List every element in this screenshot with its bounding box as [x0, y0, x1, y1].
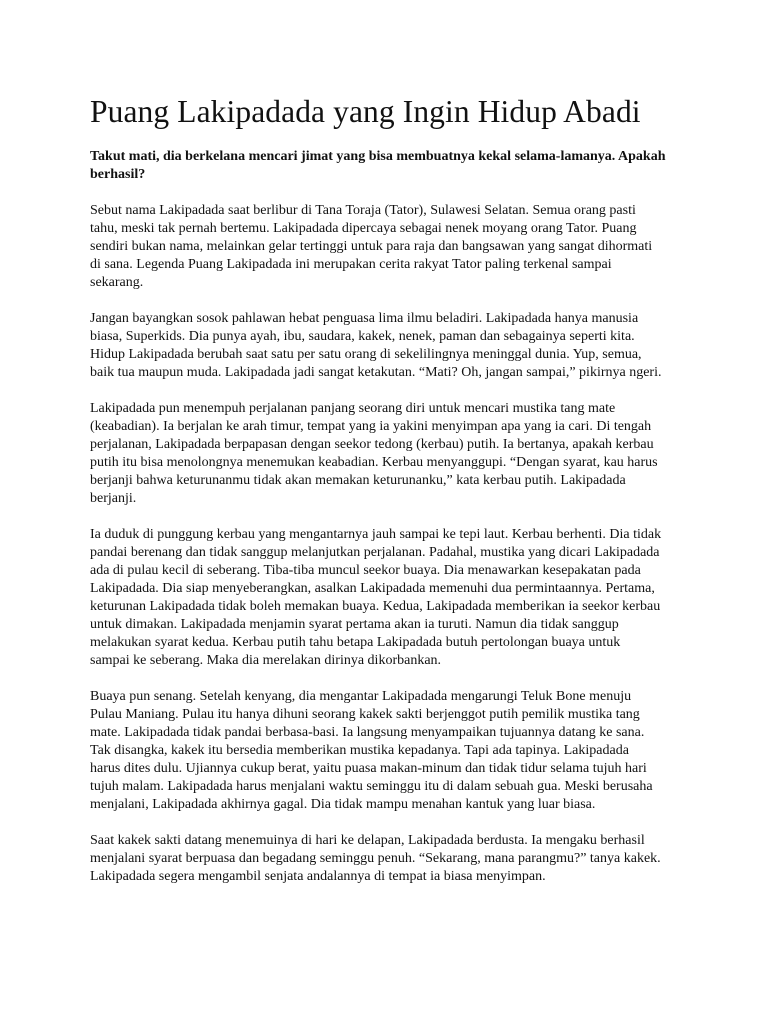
paragraph-1: Sebut nama Lakipadada saat berlibur di Tana Toraja (Tator), Sulawesi Selatan. Semua orang pasti tahu, meski tak pernah bertemu. Lakipadada dipercaya sebagai nenek moyang orang Tator. Puang sendiri bukan nama, melainkan gelar tertinggi untuk para raja dan bangsawan yang sangat dihormati di sana. Legenda Puang Lakipadada ini merupakan cerita rakyat Tator paling terkenal sampai sekarang.	[90, 203, 653, 290]
paragraph-4: Ia duduk di punggung kerbau yang mengantarnya jauh sampai ke tepi laut. Kerbau berhenti. Dia tidak pandai berenang dan tidak sanggup melanjutkan perjalanan. Padahal, mustika yang dicari Lakipadada ada di pulau kecil di seberang. Tiba-tiba muncul seekor buaya. Dia menawarkan kesepakatan pada Lakipadada. Dia siap menyeberangkan, asalkan Lakipadada memenuhi dua permintaannya. Pertama, keturunan Lakipadada tidak boleh memakan buaya. Kedua, Lakipadada memberikan ia seekor kerbau untuk dimakan. Lakipadada menjamin syarat pertama akan ia turuti. Namun dia tidak sanggup melakukan syarat kedua. Kerbau putih tahu betapa Lakipadada butuh pertolongan buaya untuk sampai ke seberang. Maka dia merelakan dirinya dikorbankan.	[90, 527, 662, 668]
paragraph-2: Jangan bayangkan sosok pahlawan hebat penguasa lima ilmu beladiri. Lakipadada hanya manusia biasa, Superkids. Dia punya ayah, ibu, saudara, kakek, nenek, paman dan sebagainya seperti kita. Hidup Lakipadada berubah saat satu per satu orang di sekelilingnya meninggal dunia. Yup, semua, baik tua maupun muda. Lakipadada jadi sangat ketakutan. “Mati? Oh, jangan sampai,” pikirnya ngeri.	[90, 311, 662, 380]
document-title: Puang Lakipadada yang Ingin Hidup Abadi	[90, 94, 641, 129]
document-page	[90, 92, 690, 904]
paragraph-5: Buaya pun senang. Setelah kenyang, dia mengantar Lakipadada mengarungi Teluk Bone menuju Pulau Maniang. Pulau itu hanya dihuni seorang kakek sakti berjenggot putih pemilik mustika tang mate. Lakipadada tidak pandai berbasa-basi. Ia langsung menyampaikan tujuannya datang ke sana. Tak disangka, kakek itu bersedia memberikan mustika kepadanya. Tapi ada tapinya. Lakipadada harus dites dulu. Ujiannya cukup berat, yaitu puasa makan-minum dan tidak tidur selama tujuh hari tujuh malam. Lakipadada harus menjalani waktu seminggu itu di dalam sebuah gua. Meski berusaha menjalani, Lakipadada akhirnya gagal. Dia tidak mampu menahan kantuk yang luar biasa.	[90, 689, 653, 812]
paragraph-3: Lakipadada pun menempuh perjalanan panjang seorang diri untuk mencari mustika tang mate (keabadian). Ia berjalan ke arah timur, tempat yang ia yakini menyimpan apa yang ia cari. Di tengah perjalanan, Lakipadada berpapasan dengan seekor tedong (kerbau) putih. Ia bertanya, apakah kerbau putih itu bisa menolongnya menemukan keabadian. Kerbau menyanggupi. “Dengan syarat, kau harus berjanji bahwa keturunanmu tidak akan memakan keturunanku,” kata kerbau putih. Lakipadada berjanji.	[90, 401, 658, 506]
paragraph-6: Saat kakek sakti datang menemuinya di hari ke delapan, Lakipadada berdusta. Ia mengaku berhasil menjalani syarat berpuasa dan begadang seminggu penuh. “Sekarang, mana parangmu?” tanya kakek. Lakipadada segera mengambil senjata andalannya di tempat ia biasa menyimpan.	[90, 833, 661, 884]
document-subtitle: Takut mati, dia berkelana mencari jimat yang bisa membuatnya kekal selama-lamanya. Apakah berhasil?	[90, 149, 666, 182]
